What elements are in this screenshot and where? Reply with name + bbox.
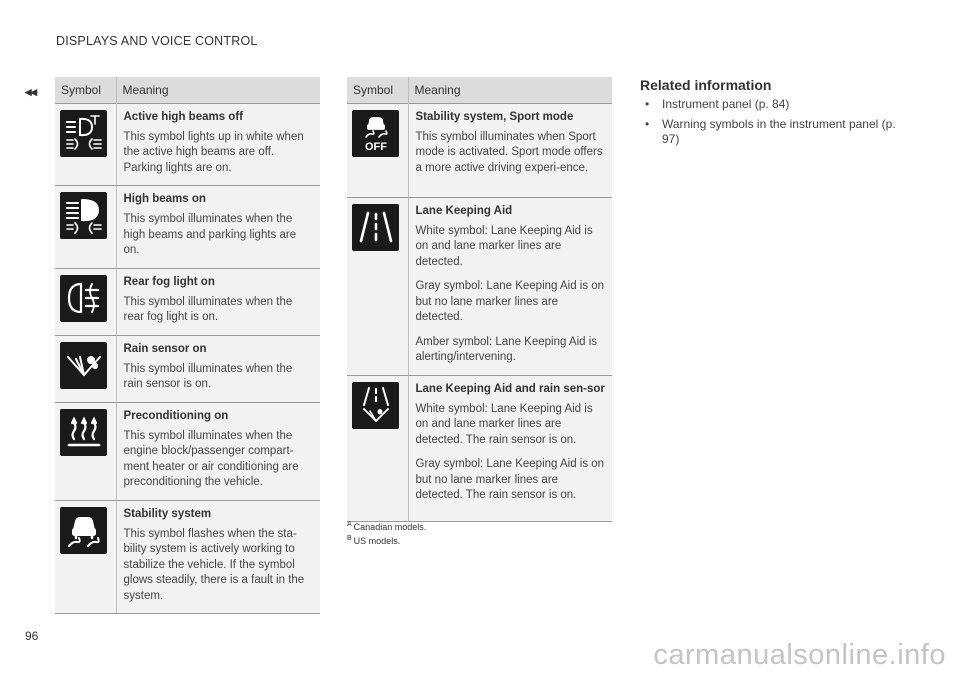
off-label: OFF xyxy=(364,141,387,153)
row-description: Amber symbol: Lane Keeping Aid is alerting/intervening. xyxy=(415,335,598,363)
row-description: This symbol illuminates when the rain sensor is on. xyxy=(123,362,293,390)
row-description: White symbol: Lane Keeping Aid is on and lane marker lines are detected. The rain sensor is on. xyxy=(415,402,593,446)
table-row xyxy=(55,402,320,500)
row-description: This symbol illuminates when Sport mode is activated. Sport mode offers a more active driving experi-ence. xyxy=(415,130,603,174)
row-description: Gray symbol: Lane Keeping Aid is on but no lane marker lines are detected. The rain sensor is on. xyxy=(415,458,605,501)
footnotes xyxy=(347,519,426,547)
related-information-title: Related information xyxy=(640,77,772,93)
lane-keeping-rain-sensor-icon xyxy=(352,382,399,429)
row-description: This symbol flashes when the sta-bility system is actively working to stabilize the vehicle. If the symbol glows steadily, there is a fault in the system. xyxy=(123,527,305,602)
page-number: 96 xyxy=(25,629,39,643)
related-link-instrument-panel[interactable]: • Instrument panel (p. 84) xyxy=(640,97,900,112)
row-description: This symbol lights up in white when the active high beams are off. Parking lights are on. xyxy=(123,130,304,174)
stability-sport-mode-icon xyxy=(352,110,399,157)
section-header: DISPLAYS AND VOICE CONTROL xyxy=(56,34,258,48)
row-title: Rear fog light on xyxy=(123,275,215,288)
row-title: Lane Keeping Aid xyxy=(415,204,513,217)
row-description: This symbol illuminates when the high beams and parking lights are on. xyxy=(123,213,297,256)
related-information xyxy=(640,77,900,152)
table-row xyxy=(55,500,320,614)
table-row xyxy=(347,197,612,375)
back-arrows-icon[interactable]: ◂◂ xyxy=(25,84,37,99)
stability-system-icon xyxy=(60,507,107,554)
footnote: $^A$ Canadian models. xyxy=(347,521,427,532)
row-description: White symbol: Lane Keeping Aid is on and lane marker lines are detected. xyxy=(415,224,593,268)
column-header-symbol: Symbol xyxy=(347,77,408,103)
related-list xyxy=(640,97,900,147)
symbol-table-left xyxy=(55,77,320,614)
preconditioning-icon xyxy=(60,409,107,456)
rear-fog-light-icon xyxy=(60,275,107,322)
footnote: $^B$ US models. xyxy=(347,535,401,546)
active-high-beams-off-icon xyxy=(60,110,107,157)
lane-keeping-aid-icon xyxy=(352,204,399,251)
related-link-warning-symbols[interactable]: • Warning symbols in the instrument panel (p. 97) xyxy=(640,117,900,147)
row-title: High beams on xyxy=(123,193,206,205)
rain-sensor-icon xyxy=(60,342,107,389)
table-row xyxy=(55,103,320,186)
table-row xyxy=(55,186,320,269)
high-beams-on-icon xyxy=(60,192,107,239)
row-title: Stability system, Sport mode xyxy=(415,110,574,123)
table-row xyxy=(55,335,320,402)
table-row xyxy=(55,268,320,335)
column-header-meaning: Meaning xyxy=(408,77,612,103)
row-description: This symbol illuminates when the rear fog light is on. xyxy=(123,295,293,323)
row-description: Gray symbol: Lane Keeping Aid is on but no lane marker lines are detected. xyxy=(415,280,605,323)
row-title: Rain sensor on xyxy=(123,342,207,355)
row-description: This symbol illuminates when the engine block/passenger compart-ment heater or air conditioning are preconditioning the vehicle. xyxy=(123,429,299,488)
symbol-table-right xyxy=(347,77,612,522)
column-header-meaning: Meaning xyxy=(116,77,320,103)
column-header-symbol: Symbol xyxy=(55,77,116,103)
row-title: Preconditioning on xyxy=(123,409,229,422)
row-title: Stability system xyxy=(123,507,212,520)
table-row xyxy=(347,375,612,521)
row-title: Lane Keeping Aid and rain sen-sor xyxy=(415,382,605,395)
table-row xyxy=(347,103,612,197)
watermark: carmanualsonline.info xyxy=(653,639,946,671)
row-title: Active high beams off xyxy=(123,110,243,123)
